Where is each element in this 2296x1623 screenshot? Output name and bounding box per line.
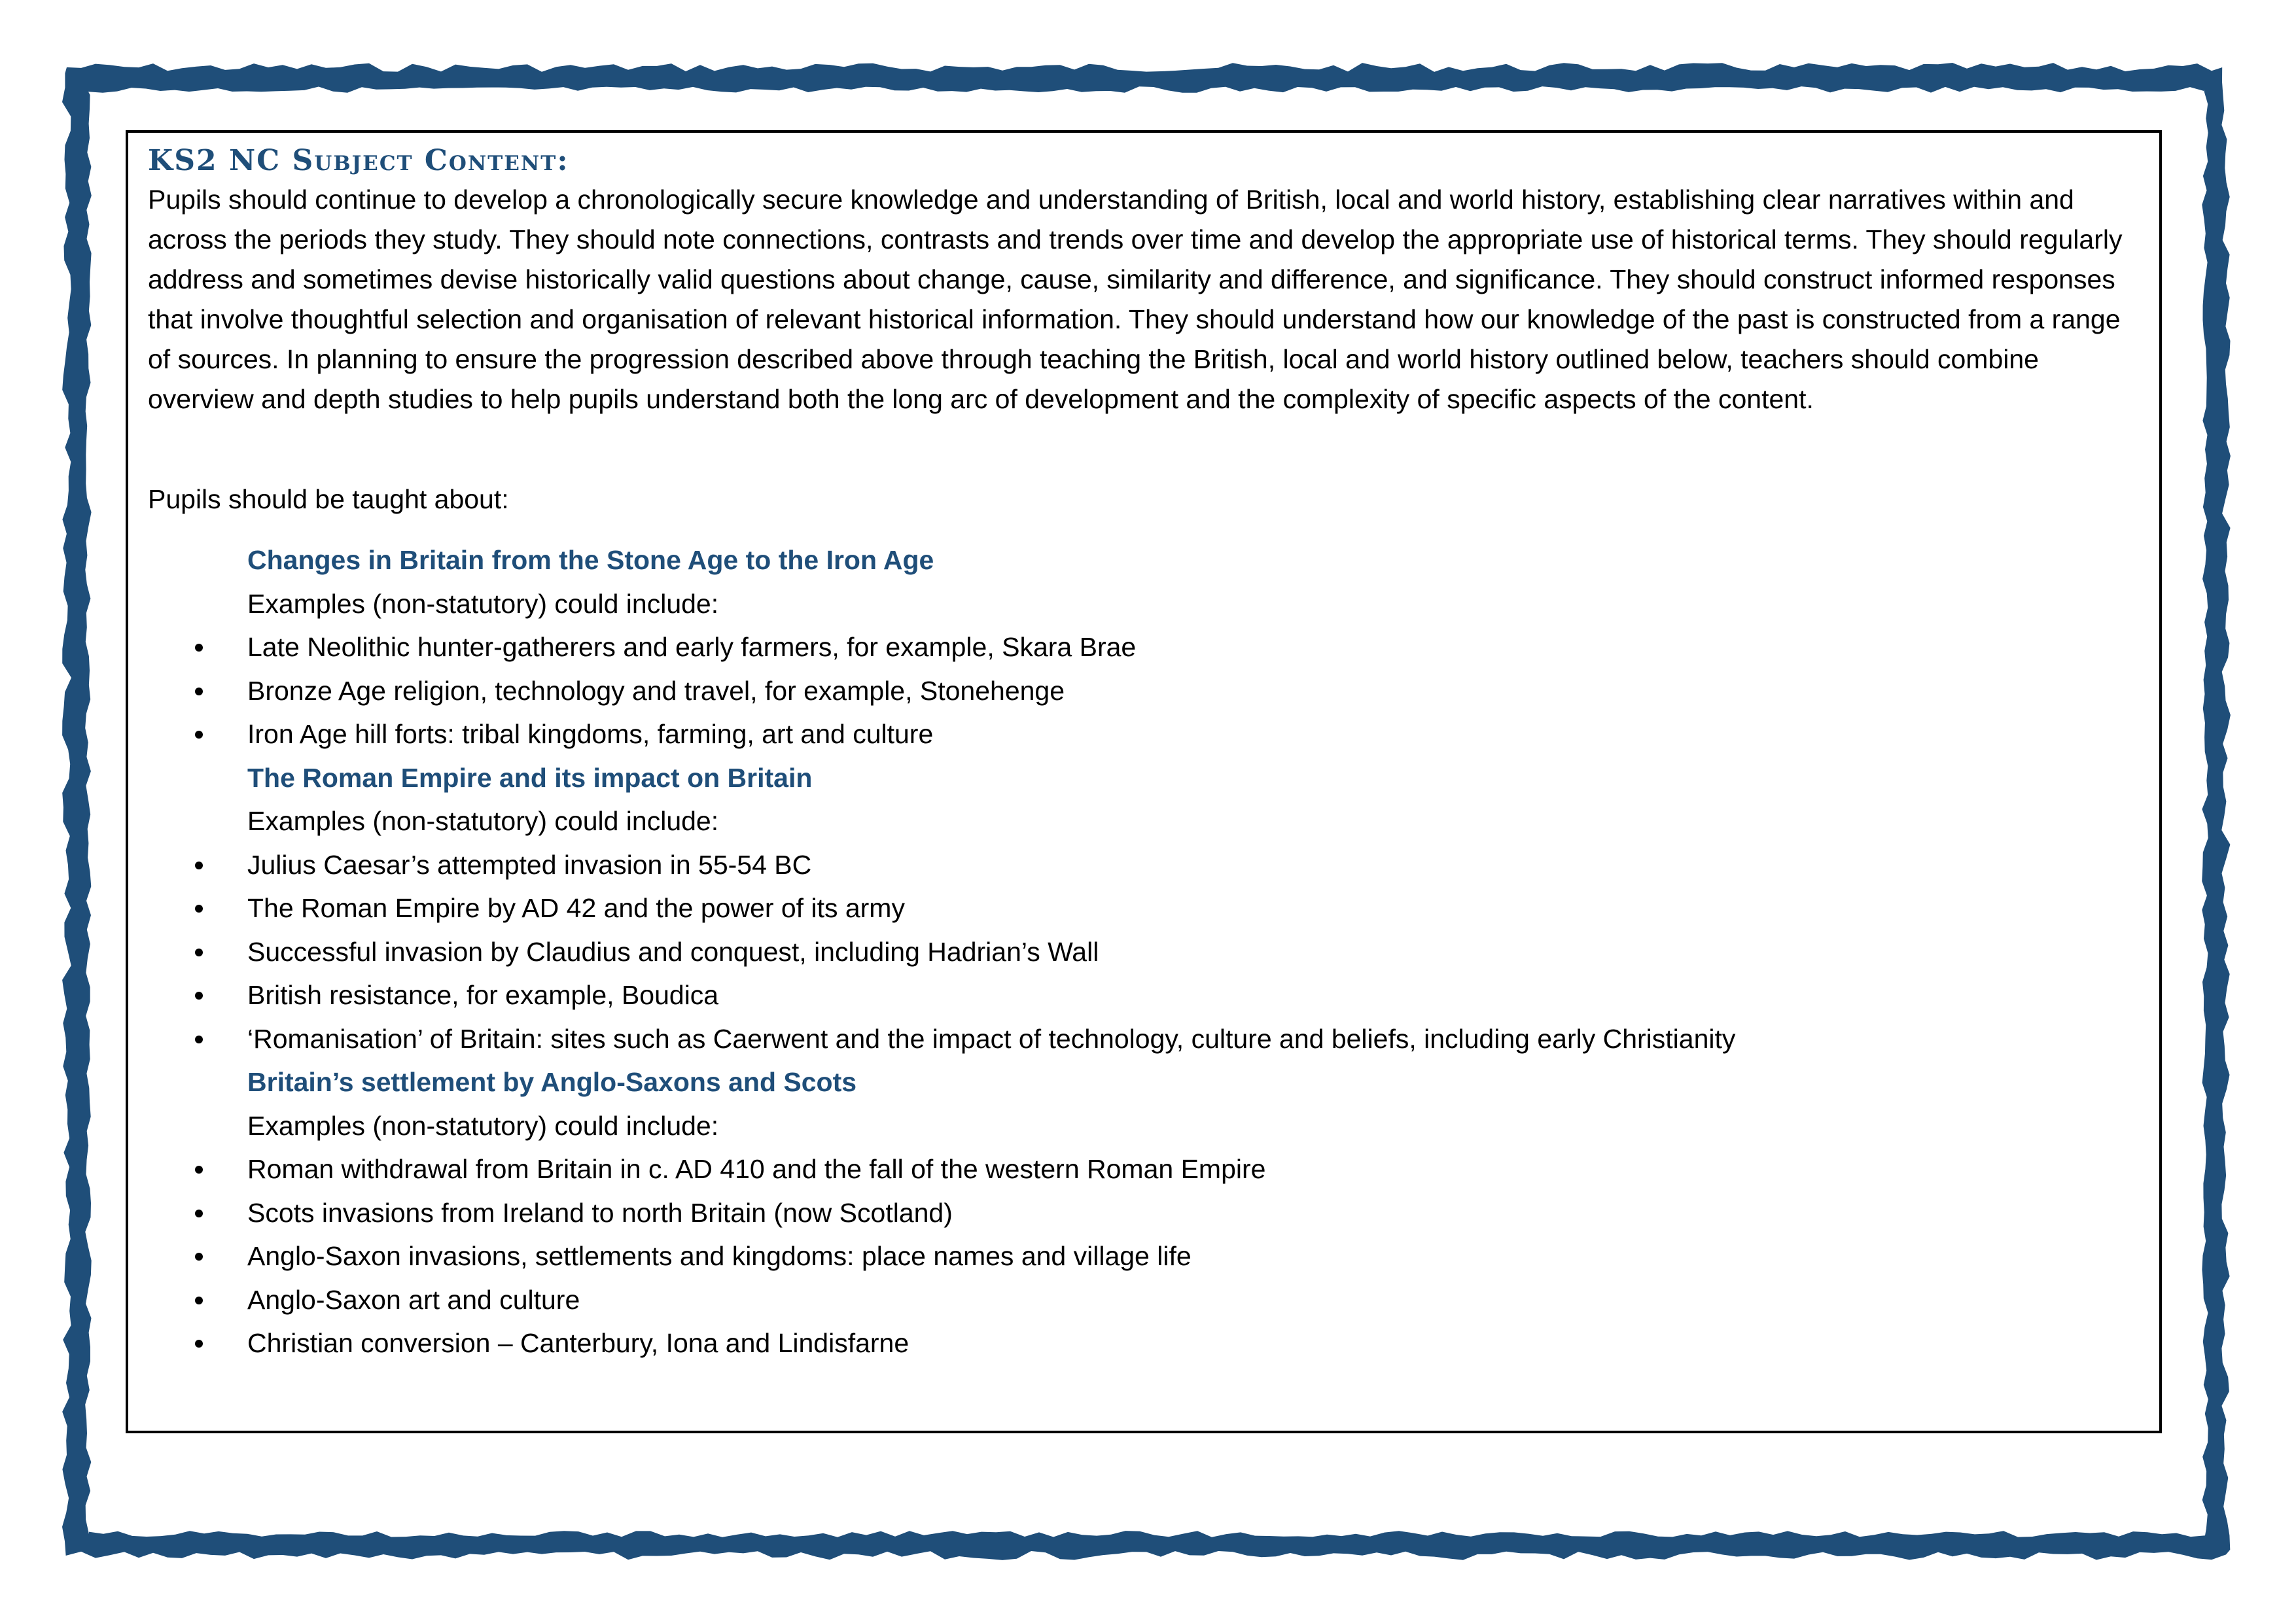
list-item-text: Successful invasion by Claudius and conquest, including Hadrian’s Wall [247,936,1099,967]
bullet-icon [195,862,203,869]
topic-list [148,538,2137,1365]
list-item-text: Anglo-Saxon invasions, settlements and kingdoms: place names and village life [247,1241,1192,1271]
page-heading: KS2 NC Subject Content: [148,144,569,177]
topic-title: Changes in Britain from the Stone Age to the Iron Age [247,545,934,575]
list-item [148,1234,2137,1278]
list-item-text: British resistance, for example, Boudica [247,980,719,1010]
list-item [148,1191,2137,1235]
bullet-icon [195,1210,203,1217]
bullet-icon [195,905,203,913]
list-item-text: Scots invasions from Ireland to north Britain (now Scotland) [247,1197,953,1228]
bullet-icon [195,992,203,1000]
bullet-icon [195,731,203,739]
topic-title: The Roman Empire and its impact on Britain [247,762,813,793]
list-item [148,1017,2137,1061]
list-item [148,625,2137,669]
topic-subtitle: Examples (non-statutory) could include: [247,1110,719,1141]
topic-subtitle: Examples (non-statutory) could include: [247,588,719,619]
list-item-text: Roman withdrawal from Britain in c. AD 410 and the fall of the western Roman Empire [247,1154,1266,1184]
bullet-icon [195,949,203,956]
bullet-icon [195,1340,203,1348]
list-item-text: Julius Caesar’s attempted invasion in 55-54 BC [247,849,812,880]
bullet-icon [195,1166,203,1174]
taught-about-label: Pupils should be taught about: [148,484,509,514]
list-item-text: ‘Romanisation’ of Britain: sites such as Caerwent and the impact of technology, culture and beliefs, including early Christianity [247,1023,1736,1054]
list-item [148,1278,2137,1322]
bullet-icon [195,1253,203,1261]
list-item [148,1321,2137,1365]
bullet-icon [195,1036,203,1043]
list-item-text: Anglo-Saxon art and culture [247,1284,580,1315]
subject-content-panel [126,130,2162,1433]
bullet-icon [195,688,203,695]
list-item-text: Iron Age hill forts: tribal kingdoms, farming, art and culture [247,719,934,749]
list-item-text: The Roman Empire by AD 42 and the power of its army [247,893,905,923]
list-item [148,973,2137,1017]
topic-title: Britain’s settlement by Anglo-Saxons and Scots [247,1067,857,1097]
list-item [148,886,2137,930]
list-item-text: Late Neolithic hunter-gatherers and early farmers, for example, Skara Brae [247,632,1137,662]
list-item-text: Bronze Age religion, technology and travel, for example, Stonehenge [247,675,1065,706]
list-item [148,930,2137,974]
list-item [148,1147,2137,1191]
list-item [148,843,2137,887]
intro-paragraph: Pupils should continue to develop a chronologically secure knowledge and understanding of British, local and world history, establishing clear narratives within and across the periods they study. They should note connections, contrasts and trends over time and develop the appropriate use of historical terms. They should regularly address and sometimes devise historically valid questions about change, cause, similarity and difference, and significance. They should construct informed responses that involve thoughtful selection and organisation of relevant historical information. They should understand how our knowledge of the past is constructed from a range of sources. In planning to ensure the progression described above through teaching the British, local and world history outlined below, teachers should combine overview and depth studies to help pupils understand both the long arc of development and the complexity of specific aspects of the content. [148,184,2123,414]
bullet-icon [195,1297,203,1304]
list-item [148,669,2137,713]
topic-subtitle: Examples (non-statutory) could include: [247,806,719,836]
bullet-icon [195,644,203,652]
list-item [148,712,2137,756]
list-item-text: Christian conversion – Canterbury, Iona and Lindisfarne [247,1328,910,1358]
